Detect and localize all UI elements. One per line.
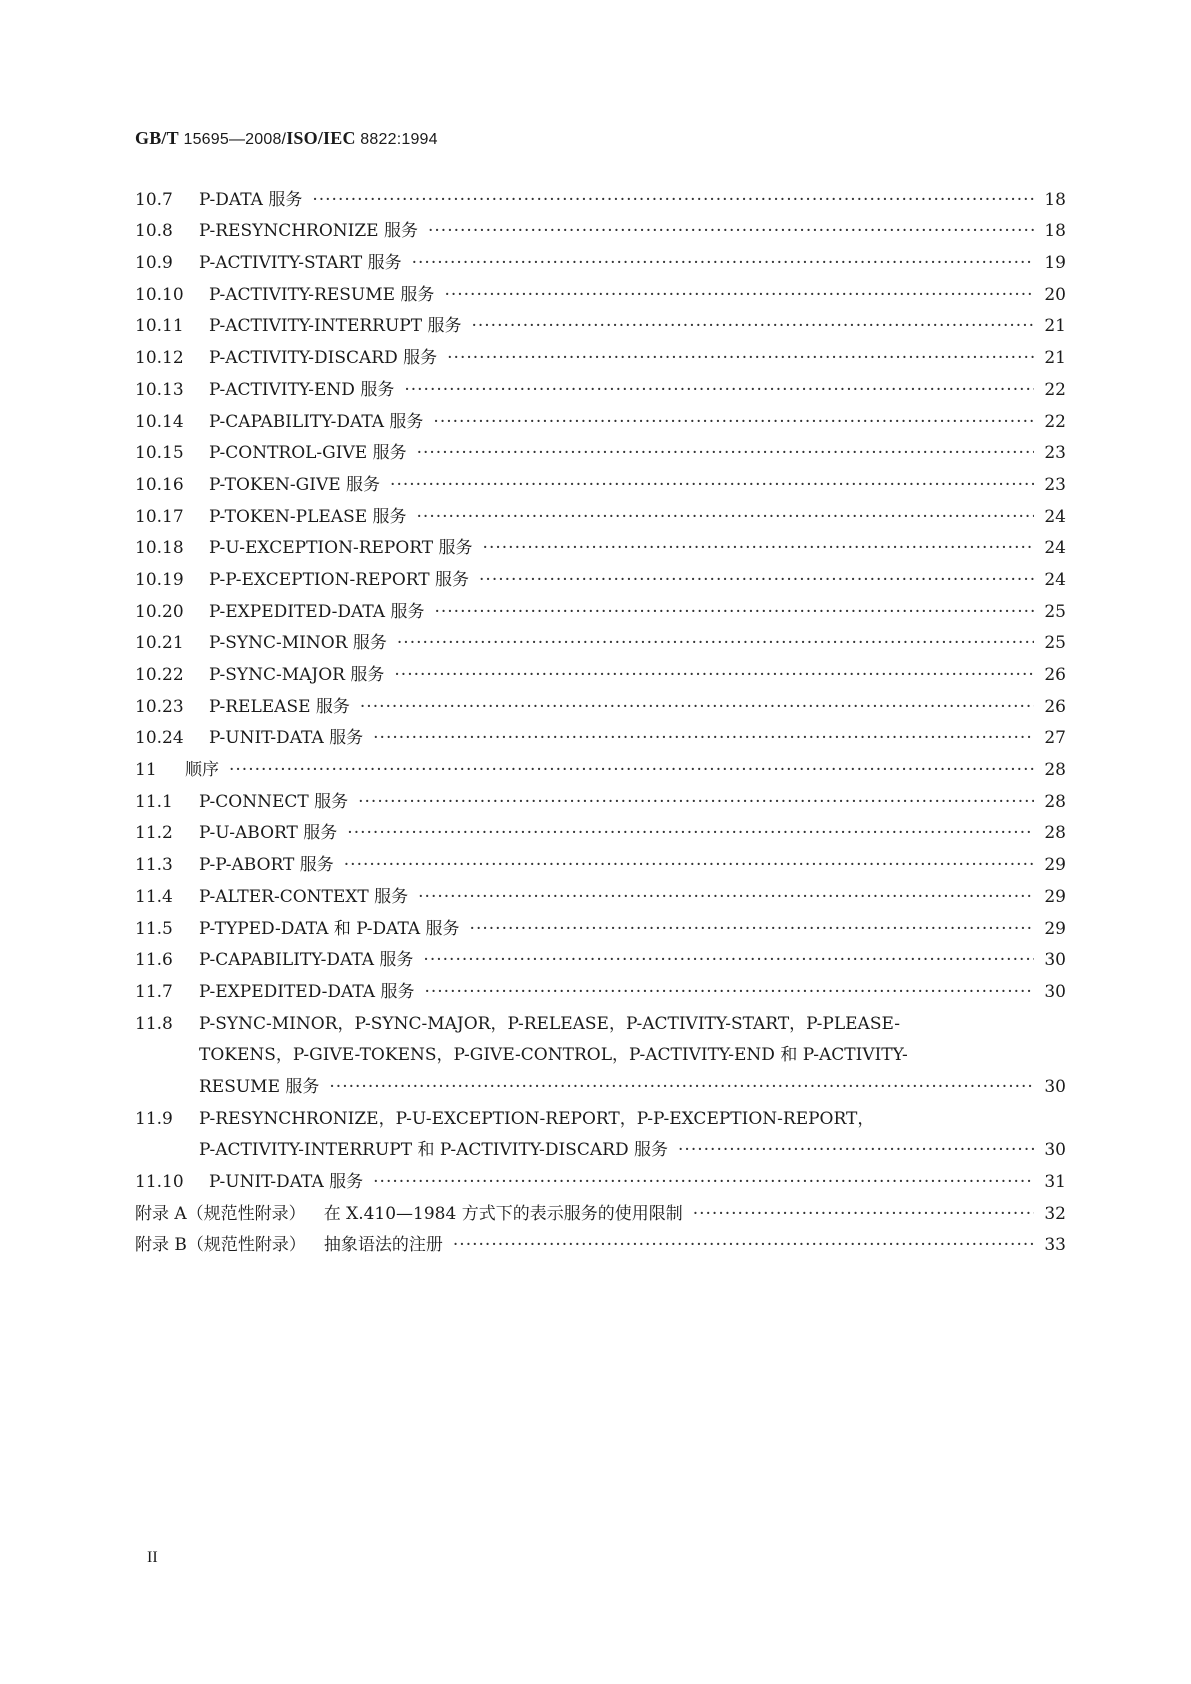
toc-entry-title: P-P-ABORT 服务	[199, 855, 334, 876]
toc-entry[interactable]	[135, 685, 1066, 717]
toc-entry-page: 24	[1044, 506, 1066, 527]
toc-entry-page: 20	[1044, 284, 1066, 305]
toc-entry[interactable]	[135, 241, 1066, 273]
toc-entry-page: 32	[1044, 1203, 1066, 1224]
standard-code: GB/T	[135, 128, 179, 148]
toc-entry-title: P-SYNC-MINOR，P-SYNC-MAJOR，P-RELEASE，P-ACTIVITY-START，P-PLEASE-	[199, 1013, 900, 1034]
toc-entry-number: 10.12	[135, 348, 184, 369]
toc-entry-number: 10.22	[135, 665, 184, 685]
toc-entry[interactable]	[135, 907, 1066, 939]
toc-entry-number: 10.9	[135, 253, 173, 274]
toc-leader-dots	[417, 443, 1034, 463]
toc-entry-title: P-CAPABILITY-DATA 服务	[209, 411, 424, 432]
toc-entry[interactable]	[135, 463, 1066, 495]
toc-entry-title: P-RELEASE 服务	[209, 696, 350, 717]
toc-entry-page: 26	[1044, 696, 1066, 717]
toc-entry-title: P-ACTIVITY-RESUME 服务	[209, 284, 435, 305]
toc-leader-dots	[404, 380, 1034, 400]
toc-entry[interactable]	[135, 843, 1066, 875]
toc-leader-dots	[347, 823, 1034, 843]
toc-leader-dots	[424, 982, 1034, 1002]
toc-entry-number: 10.14	[135, 411, 184, 432]
toc-entry-number: 附录 A（规范性附录）	[135, 1203, 306, 1224]
toc-entry-title: P-U-ABORT 服务	[199, 823, 338, 844]
toc-leader-dots	[483, 538, 1034, 558]
toc-entry-title: P-EXPEDITED-DATA 服务	[209, 601, 425, 622]
toc-entry-number: 11.3	[135, 855, 173, 876]
toc-entry-page: 27	[1044, 728, 1066, 749]
toc-entry-page: 33	[1044, 1235, 1066, 1256]
toc-entry-number: 10.17	[135, 506, 184, 527]
toc-entry-title: P-CAPABILITY-DATA 服务	[199, 950, 414, 971]
toc-entry-number: 10.8	[135, 221, 173, 242]
toc-entry-number: 10.24	[135, 728, 184, 749]
toc-entry-title: P-ACTIVITY-END 服务	[209, 379, 395, 400]
toc-entry-title: P-ACTIVITY-INTERRUPT 和 P-ACTIVITY-DISCARD 服务	[199, 1140, 669, 1161]
toc-entry-page: 26	[1044, 665, 1066, 685]
toc-entry-number: 11.7	[135, 981, 173, 1002]
toc-entry-page: 23	[1044, 474, 1066, 495]
toc-entry[interactable]	[135, 812, 1066, 844]
toc-entry-title: RESUME 服务	[199, 1076, 320, 1097]
toc-leader-dots	[418, 887, 1034, 907]
toc-entry-title: P-ACTIVITY-START 服务	[199, 253, 402, 274]
toc-entry-page: 30	[1044, 981, 1066, 1002]
toc-entry-title: P-P-EXCEPTION-REPORT 服务	[209, 569, 470, 590]
toc-entry-title: P-RESYNCHRONIZE 服务	[199, 221, 418, 242]
table-of-contents	[135, 178, 1066, 1255]
toc-leader-dots	[417, 507, 1034, 527]
toc-entry[interactable]	[135, 527, 1066, 559]
toc-entry-title: P-SYNC-MAJOR 服务	[209, 665, 385, 685]
toc-leader-dots	[444, 285, 1034, 305]
toc-entry-page: 28	[1044, 823, 1066, 844]
toc-entry-page: 28	[1044, 760, 1066, 781]
toc-leader-dots	[678, 1140, 1034, 1160]
toc-entry-title: P-ALTER-CONTEXT 服务	[199, 886, 409, 907]
toc-leader-dots	[344, 855, 1034, 875]
toc-entry-number: 10.15	[135, 443, 184, 464]
toc-entry-page: 24	[1044, 538, 1066, 559]
toc-leader-dots	[373, 728, 1034, 748]
toc-entry-number: 11.5	[135, 918, 173, 939]
toc-leader-dots	[423, 950, 1034, 970]
toc-entry-page: 21	[1044, 348, 1066, 369]
toc-entry[interactable]	[135, 1034, 1066, 1066]
toc-entry-title: P-EXPEDITED-DATA 服务	[199, 981, 415, 1002]
toc-entry-number: 11.9	[135, 1108, 173, 1129]
toc-leader-dots	[390, 475, 1034, 495]
toc-entry[interactable]	[135, 400, 1066, 432]
toc-entry-page: 28	[1044, 791, 1066, 812]
iso-number: 8822:1994	[355, 131, 438, 148]
toc-leader-dots	[470, 919, 1034, 939]
toc-entry-title: P-U-EXCEPTION-REPORT 服务	[209, 538, 473, 559]
toc-entry-title: P-CONNECT 服务	[199, 791, 349, 812]
toc-entry[interactable]	[135, 210, 1066, 242]
toc-entry[interactable]	[135, 1160, 1066, 1192]
toc-entry[interactable]	[135, 558, 1066, 590]
toc-entry-number: 10.20	[135, 601, 184, 622]
toc-entry-title: P-ACTIVITY-INTERRUPT 服务	[209, 316, 462, 337]
toc-entry-number: 附录 B（规范性附录）	[135, 1235, 306, 1256]
toc-entry-title: 在 X.410—1984 方式下的表示服务的使用限制	[323, 1203, 683, 1224]
toc-leader-dots	[329, 1077, 1034, 1097]
toc-entry-page: 18	[1044, 221, 1066, 242]
toc-leader-dots	[373, 1172, 1034, 1192]
toc-entry[interactable]	[135, 1224, 1066, 1256]
toc-entry-page: 30	[1044, 1076, 1066, 1097]
toc-entry-title: P-UNIT-DATA 服务	[209, 728, 364, 749]
iso-code: ISO/IEC	[286, 128, 356, 148]
toc-entry-page: 19	[1044, 253, 1066, 274]
toc-entry-page: 29	[1044, 886, 1066, 907]
toc-leader-dots	[312, 190, 1034, 210]
toc-leader-dots	[447, 348, 1034, 368]
toc-entry[interactable]	[135, 1065, 1066, 1097]
toc-entry[interactable]	[135, 748, 1066, 780]
toc-entry-page: 21	[1044, 316, 1066, 337]
toc-leader-dots	[394, 665, 1034, 685]
toc-entry-page: 30	[1044, 1140, 1066, 1161]
toc-entry-page: 22	[1044, 379, 1066, 400]
page-number: II	[147, 1549, 158, 1566]
toc-leader-dots	[397, 633, 1034, 653]
toc-leader-dots	[412, 253, 1034, 273]
toc-entry[interactable]	[135, 1002, 1066, 1034]
toc-leader-dots	[360, 697, 1034, 717]
toc-entry[interactable]	[135, 1192, 1066, 1224]
toc-entry-page: 29	[1044, 918, 1066, 939]
toc-entry[interactable]	[135, 495, 1066, 527]
toc-leader-dots	[428, 221, 1034, 241]
toc-entry[interactable]	[135, 305, 1066, 337]
toc-entry-number: 10.21	[135, 633, 184, 654]
toc-entry-title: P-DATA 服务	[199, 189, 303, 210]
toc-leader-dots	[229, 760, 1034, 780]
toc-entry-number: 11.10	[135, 1172, 184, 1192]
toc-entry-title: P-ACTIVITY-DISCARD 服务	[209, 348, 438, 369]
toc-entry-number: 11	[135, 760, 157, 781]
toc-entry-number: 11.4	[135, 886, 173, 907]
toc-leader-dots	[479, 570, 1034, 590]
toc-entry-title: P-TOKEN-GIVE 服务	[209, 474, 381, 495]
toc-entry-number: 10.16	[135, 474, 184, 495]
toc-entry[interactable]	[135, 939, 1066, 971]
toc-entry-number: 10.13	[135, 379, 184, 400]
toc-entry-number: 11.2	[135, 823, 173, 844]
toc-entry-title: 顺序	[185, 760, 219, 781]
toc-leader-dots	[358, 792, 1034, 812]
toc-entry[interactable]	[135, 970, 1066, 1002]
toc-entry-title: P-TYPED-DATA 和 P-DATA 服务	[199, 918, 460, 939]
toc-entry[interactable]	[135, 178, 1066, 210]
toc-entry[interactable]	[135, 590, 1066, 622]
toc-entry-page: 18	[1044, 189, 1066, 210]
toc-entry-number: 10.10	[135, 284, 184, 305]
toc-entry-number: 11.1	[135, 791, 173, 812]
toc-entry-number: 10.11	[135, 316, 184, 337]
toc-entry-page: 30	[1044, 950, 1066, 971]
toc-entry-page: 24	[1044, 569, 1066, 590]
toc-entry[interactable]	[135, 780, 1066, 812]
toc-leader-dots	[434, 602, 1034, 622]
toc-entry[interactable]	[135, 336, 1066, 368]
toc-entry-page: 25	[1044, 601, 1066, 622]
toc-entry-page: 29	[1044, 855, 1066, 876]
toc-entry[interactable]	[135, 1129, 1066, 1161]
toc-entry-page: 31	[1044, 1172, 1066, 1192]
toc-entry[interactable]	[135, 273, 1066, 305]
toc-entry-page: 22	[1044, 411, 1066, 432]
toc-entry-title: 抽象语法的注册	[323, 1235, 443, 1256]
toc-entry-number: 11.8	[135, 1013, 173, 1034]
toc-entry-number: 10.7	[135, 189, 173, 210]
toc-entry[interactable]	[135, 368, 1066, 400]
toc-entry-number: 10.19	[135, 569, 184, 590]
toc-entry-title: P-UNIT-DATA 服务	[209, 1172, 364, 1192]
toc-entry-title: P-SYNC-MINOR 服务	[209, 633, 387, 654]
toc-entry-title: P-CONTROL-GIVE 服务	[209, 443, 407, 464]
toc-entry-page: 23	[1044, 443, 1066, 464]
toc-entry[interactable]	[135, 622, 1066, 654]
toc-entry-title: P-RESYNCHRONIZE，P-U-EXCEPTION-REPORT，P-P-EXCEPTION-REPORT，	[199, 1108, 875, 1129]
toc-entry[interactable]	[135, 432, 1066, 464]
toc-entry-title: P-TOKEN-PLEASE 服务	[209, 506, 407, 527]
toc-entry-number: 11.6	[135, 950, 173, 971]
toc-entry[interactable]	[135, 653, 1066, 685]
toc-entry-page: 25	[1044, 633, 1066, 654]
toc-leader-dots	[453, 1235, 1034, 1255]
standard-number: 15695—2008/	[178, 131, 287, 148]
toc-entry[interactable]	[135, 1097, 1066, 1129]
toc-entry[interactable]	[135, 717, 1066, 749]
toc-leader-dots	[471, 316, 1034, 336]
document-header	[135, 128, 438, 149]
toc-leader-dots	[693, 1204, 1034, 1224]
toc-leader-dots	[433, 412, 1034, 432]
toc-entry-number: 10.23	[135, 696, 184, 717]
toc-entry-number: 10.18	[135, 538, 184, 559]
toc-entry[interactable]	[135, 875, 1066, 907]
toc-entry-title: TOKENS，P-GIVE-TOKENS，P-GIVE-CONTROL，P-ACTIVITY-END 和 P-ACTIVITY-	[199, 1045, 908, 1066]
